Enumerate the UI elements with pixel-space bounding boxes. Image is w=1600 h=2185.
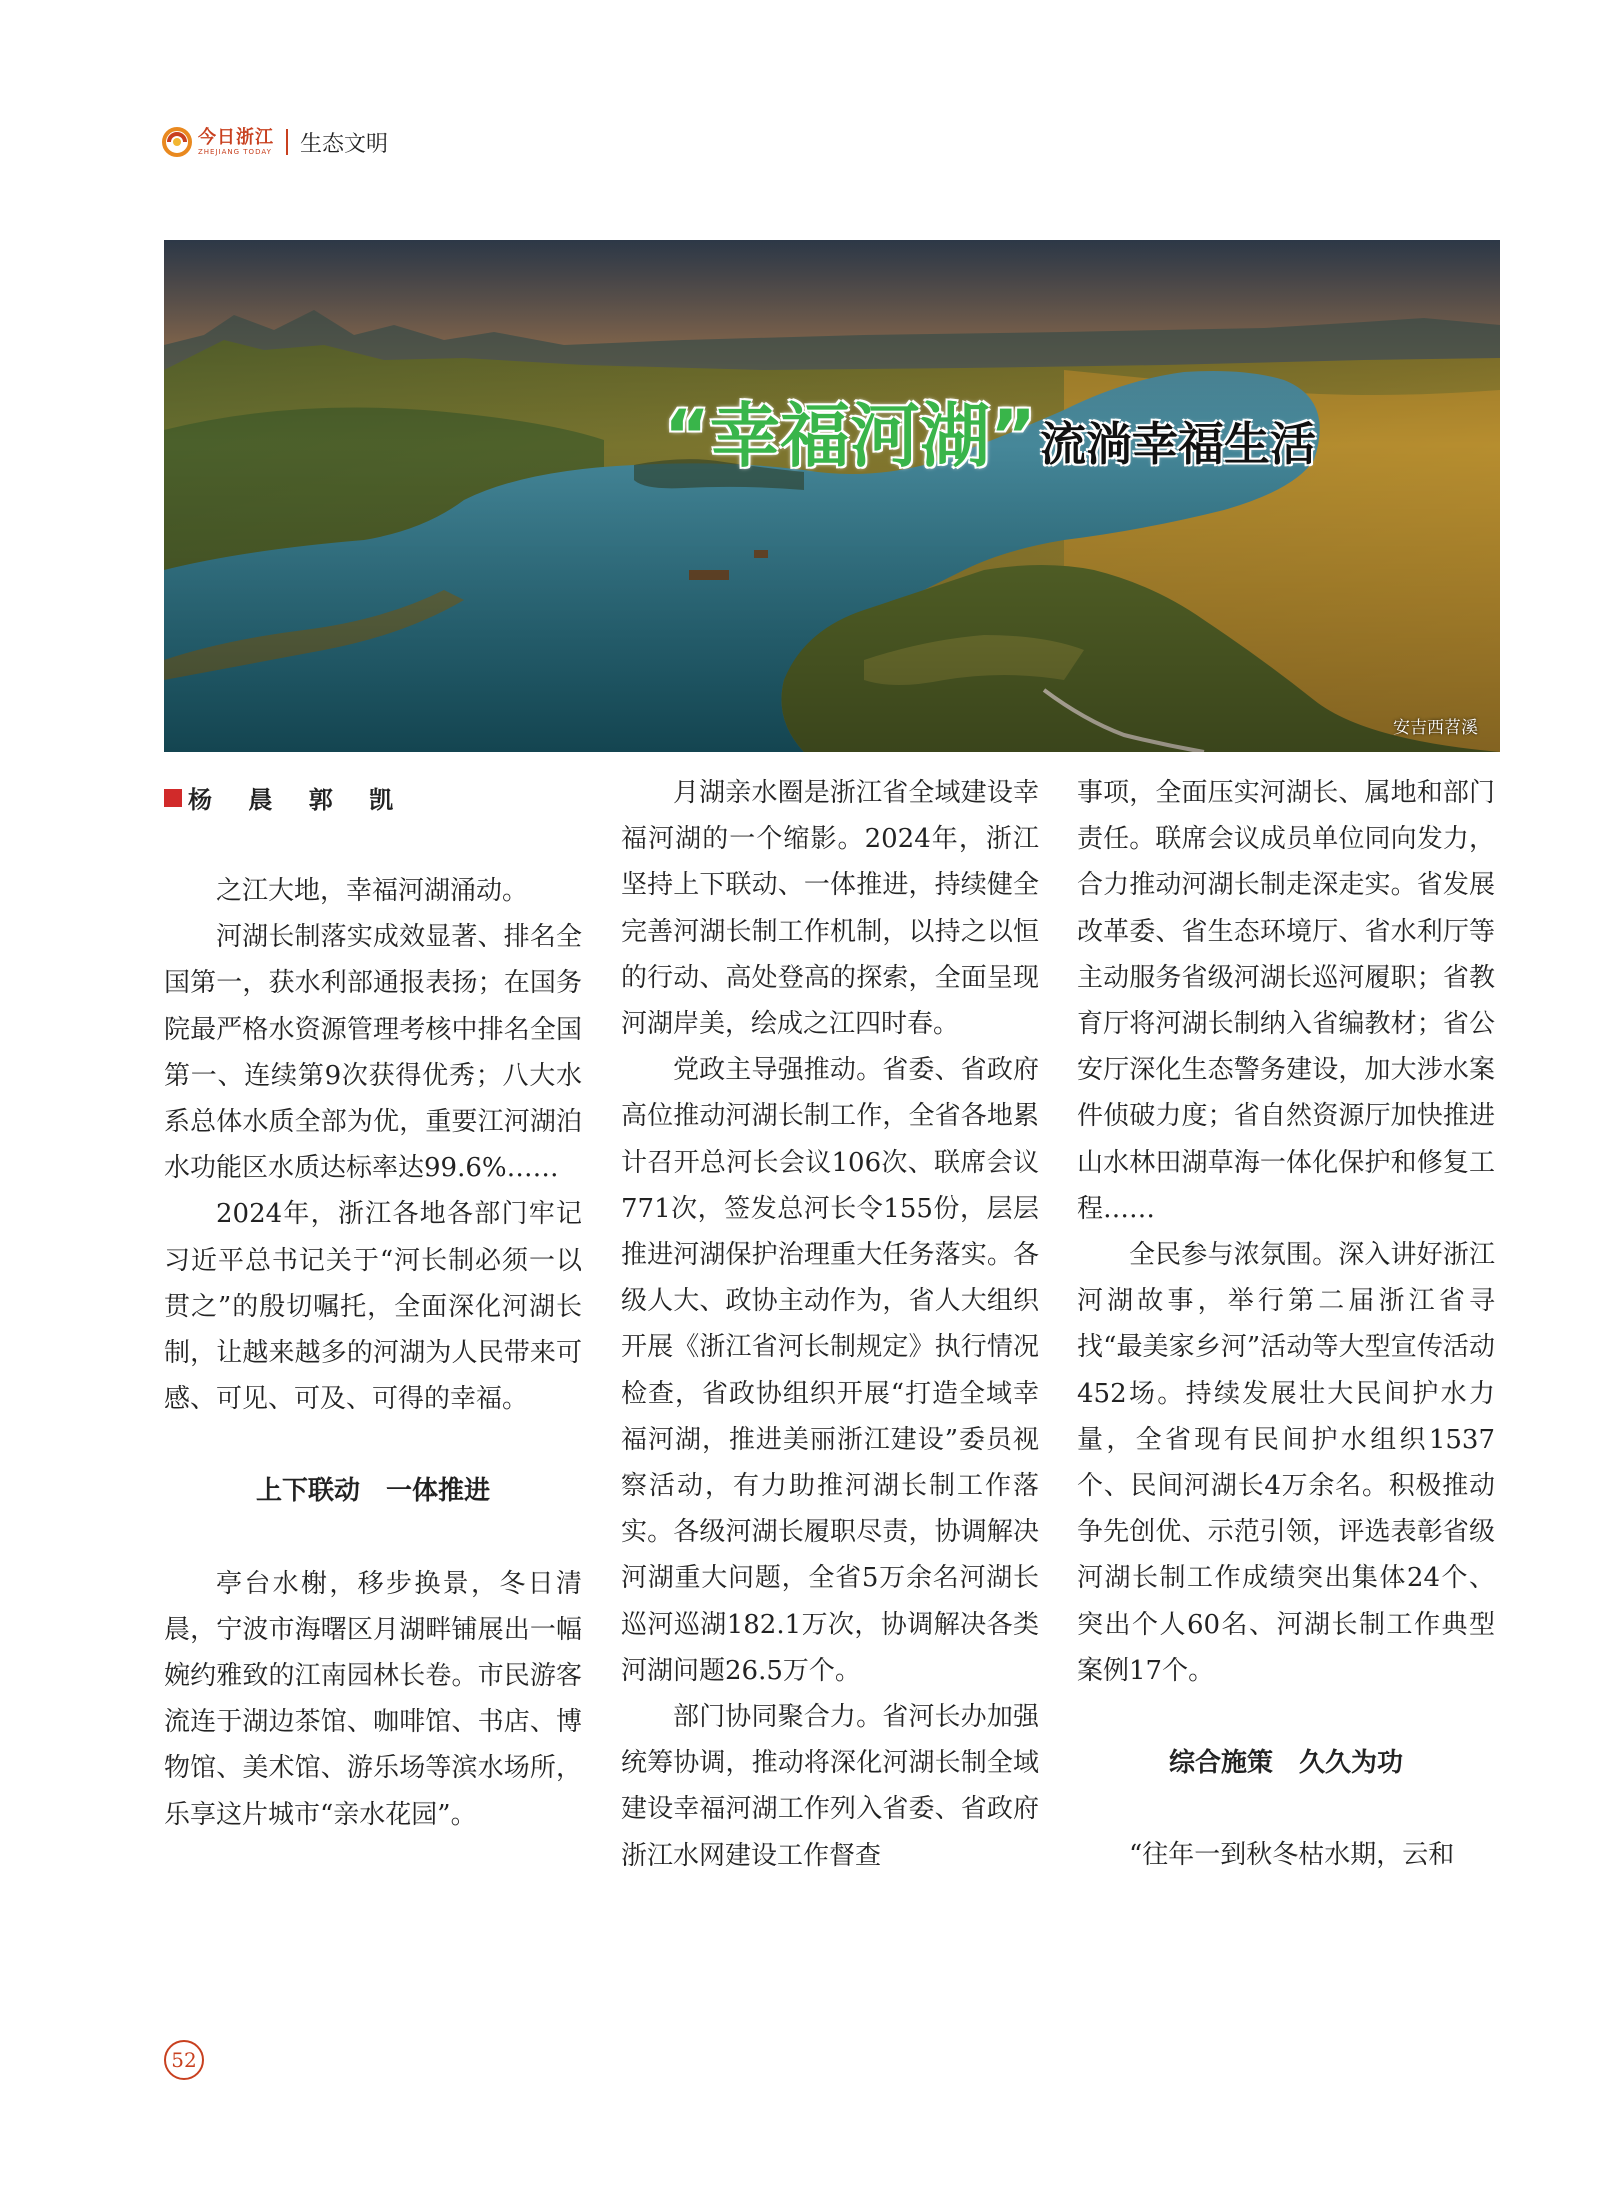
paragraph: 事项，全面压实河湖长、属地和部门责任。联席会议成员单位同向发力，合力推动河湖长制走深走实。省发展改革委、省生态环境厅、省水利厅等主动服务省级河湖长巡河履职；省教育厅将河湖长制纳入省编教材；省公安厅深化生态警务建设，加大涉水案件侦破力度；省自然资源厅加快推进山水林田湖草海一体化保护和修复工程…… xyxy=(1077,778,1495,1224)
byline xyxy=(164,780,407,815)
column-3 xyxy=(1077,770,1495,1878)
red-square-icon xyxy=(164,789,182,807)
author-names: 杨 晨 郭 凯 xyxy=(188,786,408,814)
paragraph: 党政主导强推动。省委、省政府高位推动河湖长制工作，全省各地累计召开总河长会议106次、联席会议771次，签发总河长令155份，层层推进河湖保护治理重大任务落实。各级人大、政协主动作为，省人大组织开展《浙江省河长制规定》执行情况检查，省政协组织开展“打造全域幸福河湖，推进美丽浙江建设”委员视察活动，有力助推河湖长制工作落实。各级河湖长履职尽责，协调解决河湖重大问题，全省5万余名河湖长巡河巡湖182.1万次，协调解决各类河湖问题26.5万个。 xyxy=(621,1055,1039,1686)
paragraph: 亭台水榭，移步换景，冬日清晨，宁波市海曙区月湖畔铺展出一幅婉约雅致的江南园林长卷。市民游客流连于湖边茶馆、咖啡馆、书店、博物馆、美术馆、游乐场等滨水场所，乐享这片城市“亲水花园”。 xyxy=(164,1568,582,1830)
article-title-rest: 流淌幸福生活 xyxy=(1040,417,1317,471)
logo-cn: 今日浙江 xyxy=(198,126,274,148)
column-2 xyxy=(621,770,1039,1879)
magazine-logo xyxy=(198,126,274,156)
page-number: 52 xyxy=(164,2040,204,2080)
page-header xyxy=(162,122,388,162)
article-title-highlight: “幸福河湖” xyxy=(664,395,1037,477)
paragraph: “往年一到秋冬枯水期，云和 xyxy=(1129,1840,1455,1871)
paragraph: 河湖长制落实成效显著、排名全国第一，获水利部通报表扬；在国务院最严格水资源管理考核中排名全国第一、连续第9次获得优秀；八大水系总体水质全部为优，重要江河湖泊水功能区水质达标率达99.6%…… xyxy=(164,922,582,1184)
header-divider xyxy=(286,129,288,155)
paragraph: 月湖亲水圈是浙江省全域建设幸福河湖的一个缩影。2024年，浙江坚持上下联动、一体推进，持续健全完善河湖长制工作机制，以持之以恒的行动、高处登高的探索，全面呈现河湖岸美，绘成之江四时春。 xyxy=(621,778,1039,1040)
hero-image xyxy=(164,240,1500,752)
logo-icon xyxy=(162,127,192,157)
aerial-landscape-illustration xyxy=(164,240,1500,752)
subheading: 上下联动 一体推进 xyxy=(255,1476,490,1507)
paragraph: 部门协同聚合力。省河长办加强统筹协调，推动将深化河湖长制全域建设幸福河湖工作列入省委、省政府浙江水网建设工作督查 xyxy=(621,1702,1039,1871)
paragraph: 全民参与浓氛围。深入讲好浙江河湖故事，举行第二届浙江省寻找“最美家乡河”活动等大型宣传活动452场。持续发展壮大民间护水力量，全省现有民间护水组织1537个、民间河湖长4万余名。积极推动争先创优、示范引领，评选表彰省级河湖长制工作成绩突出集体24个、突出个人60名、河湖长制工作典型案例17个。 xyxy=(1077,1240,1495,1686)
column-1 xyxy=(164,868,582,1838)
logo-en: ZHEJIANG TODAY xyxy=(198,147,272,156)
paragraph: 之江大地，幸福河湖涌动。 xyxy=(216,876,529,906)
photo-caption: 安吉西苕溪 xyxy=(1393,718,1478,738)
article-title xyxy=(664,380,1316,481)
paragraph: 2024年，浙江各地各部门牢记习近平总书记关于“河长制必须一以贯之”的殷切嘱托，全面深化河湖长制，让越来越多的河湖为人民带来可感、可见、可及、可得的幸福。 xyxy=(164,1199,582,1415)
subheading: 综合施策 久久为功 xyxy=(1168,1748,1403,1779)
section-title: 生态文明 xyxy=(300,131,389,157)
